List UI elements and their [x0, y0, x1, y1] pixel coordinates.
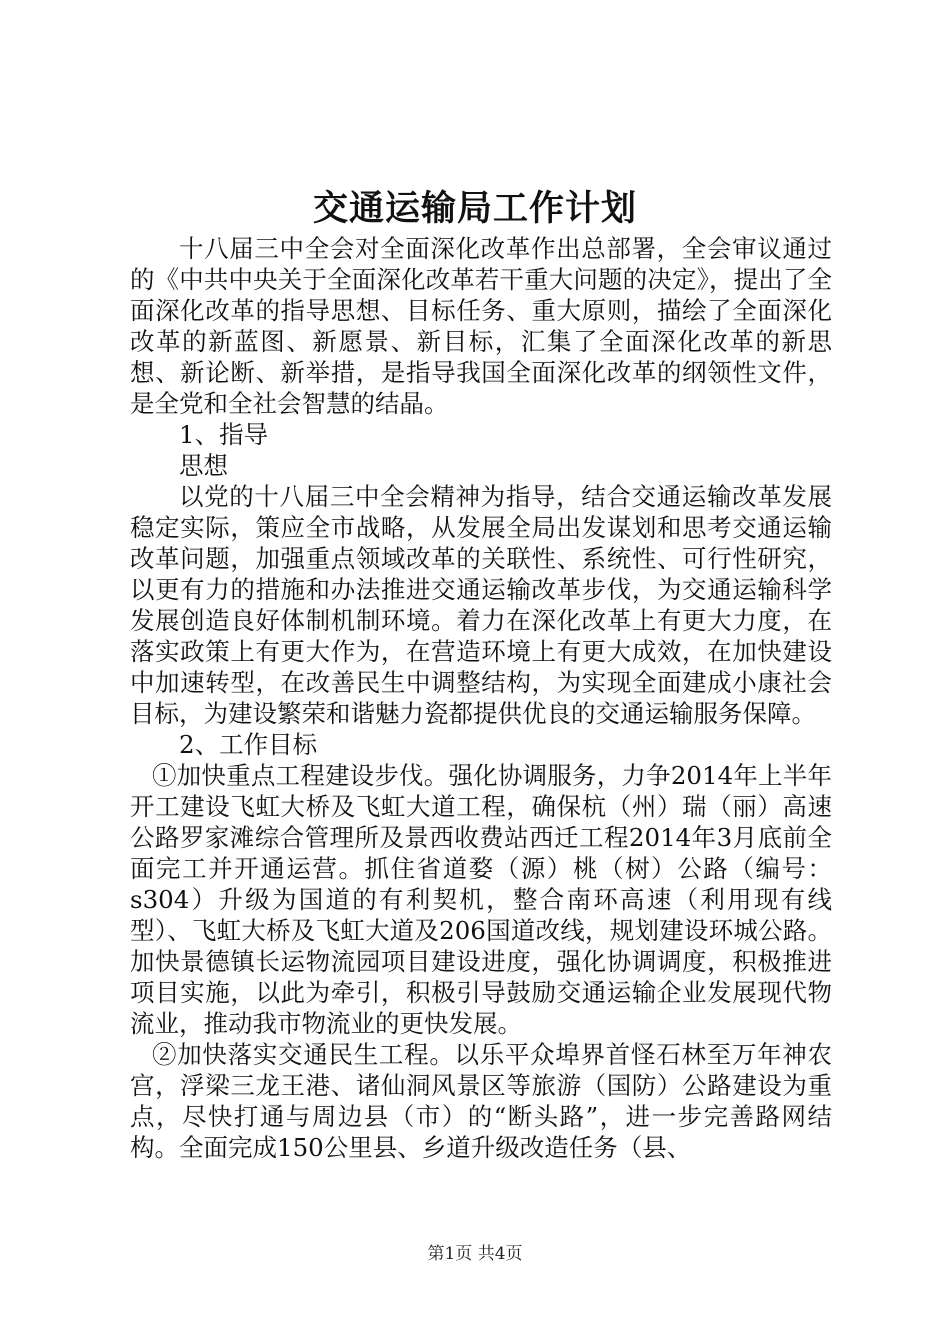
document-body: [130, 233, 832, 1163]
goal-item-1: ①加快重点工程建设步伐。强化协调服务，力争2014年上半年开工建设飞虹大桥及飞虹大道工程，确保杭（州）瑞（丽）高速公路罗家滩综合管理所及景西收费站西迁工程2014年3月底前全面完工并开通运营。抓住省道婺（源）桃（树）公路（编号：s304）升级为国道的有利契机，整合南环高速（利用现有线型）、飞虹大桥及飞虹大道及206国道改线，规划建设环城公路。加快景德镇长运物流园项目建设进度，强化协调调度，积极推进项目实施，以此为牵引，积极引导鼓励交通运输企业发展现代物流业，推动我市物流业的更快发展。: [130, 761, 832, 1038]
section-1-heading: 1、指导: [179, 420, 269, 449]
section-2-heading: 2、工作目标: [179, 730, 318, 759]
goal-item-2: ②加快落实交通民生工程。以乐平众埠界首怪石林至万年神农宫，浮梁三龙王港、诸仙洞风景区等旅游（国防）公路建设为重点，尽快打通与周边县（市）的“断头路”，进一步完善路网结构。全面完成150公里县、乡道升级改造任务（县、: [130, 1040, 832, 1162]
section-1-heading-continued: 思想: [179, 451, 228, 480]
intro-paragraph: 十八届三中全会对全面深化改革作出总部署，全会审议通过的《中共中央关于全面深化改革若干重大问题的决定》，提出了全面深化改革的指导思想、目标任务、重大原则，描绘了全面深化改革的新蓝图、新愿景、新目标，汇集了全面深化改革的新思想、新论断、新举措，是指导我国全面深化改革的纲领性文件，是全党和全社会智慧的结晶。: [130, 234, 832, 418]
document-title: 交通运输局工作计划: [312, 188, 637, 229]
page-number-footer: 第1页 共4页: [427, 1244, 523, 1264]
section-1-paragraph: 以党的十八届三中全会精神为指导，结合交通运输改革发展稳定实际，策应全市战略，从发展全局出发谋划和思考交通运输改革问题，加强重点领域改革的关联性、系统性、可行性研究，以更有力的措施和办法推进交通运输改革步伐，为交通运输科学发展创造良好体制机制环境。着力在深化改革上有更大力度，在落实政策上有更大作为，在营造环境上有更大成效，在加快建设中加速转型，在改善民生中调整结构，为实现全面建成小康社会目标，为建设繁荣和谐魅力瓷都提供优良的交通运输服务保障。: [130, 482, 832, 728]
